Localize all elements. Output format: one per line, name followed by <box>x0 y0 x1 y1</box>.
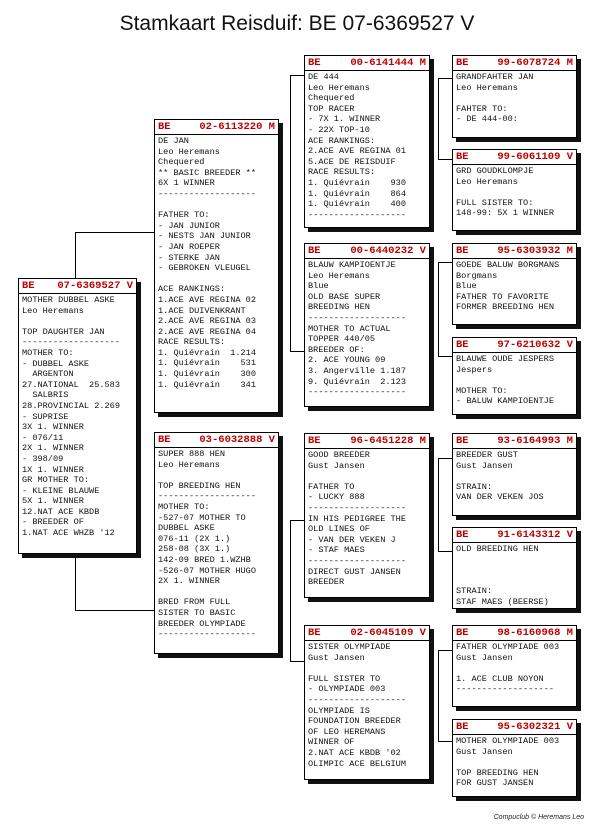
card-line: Leo Heremans <box>158 146 220 157</box>
card-line: ------------------- <box>308 312 406 323</box>
country-code: BE <box>456 627 469 639</box>
card-line: FULL SISTER TO <box>308 673 381 684</box>
card-body <box>453 735 576 790</box>
card-line: 148-99: 5X 1 WINNER <box>456 208 554 219</box>
card-line: SISTER OLYMPIADE <box>308 642 391 652</box>
ring-number: 96-6451228 M <box>350 435 426 447</box>
card-line: ------------------- <box>22 337 120 348</box>
card-line: - JAN ROEPER <box>158 241 220 252</box>
card-line: 1. ACE CLUB NOYON <box>456 673 544 684</box>
card-line: FATHER OLYMPIADE 003 <box>456 642 560 652</box>
ring-number: 93-6164993 M <box>497 435 573 447</box>
country-code: BE <box>22 280 35 292</box>
card-line: Leo Heremans <box>308 82 370 93</box>
ring-number: 03-6032888 V <box>199 434 275 446</box>
card-line: DE 444 <box>308 72 339 82</box>
card-line: RACE RESULTS: <box>158 337 226 348</box>
pedigree-card-ggf-2 <box>452 243 577 325</box>
card-line <box>158 200 275 211</box>
connector-fm-fmf <box>438 262 453 357</box>
card-line: IN HIS PEDIGREE THE <box>308 513 406 524</box>
card-line: OLD LINES OF <box>308 524 370 535</box>
card-line <box>456 555 573 566</box>
ring-number: 95-6303932 M <box>497 245 573 257</box>
card-line: Blue <box>456 281 477 292</box>
card-line: 1. Quiévrain 341 <box>158 379 256 390</box>
card-header <box>453 338 576 352</box>
card-line: MOTHER TO: <box>22 347 74 358</box>
ring-number: 99-6061109 V <box>497 151 573 163</box>
card-line: ARGENTON <box>22 369 74 380</box>
card-line: ------------------- <box>158 629 256 640</box>
connector-subject-father <box>75 232 156 279</box>
card-line: SUPER 888 HEN <box>158 449 226 459</box>
card-line: Gust Jansen <box>308 460 365 471</box>
card-line: FORMER BREEDING HEN <box>456 302 554 313</box>
card-line: TOP DAUGHTER JAN <box>22 326 105 337</box>
card-body <box>305 449 429 589</box>
pedigree-card-mother <box>154 432 279 654</box>
card-line: ------------------- <box>308 555 406 566</box>
card-line: FATHER TO: <box>158 210 210 221</box>
card-line: -527-07 MOTHER TO <box>158 512 246 523</box>
ring-number: 07-6369527 V <box>57 280 133 292</box>
card-line: BLAUWE OUDE JESPERS <box>456 354 554 364</box>
ring-number: 95-6302321 V <box>497 721 573 733</box>
country-code: BE <box>308 435 321 447</box>
card-line: Leo Heremans <box>158 459 220 470</box>
card-line: 6X 1 WINNER <box>158 178 215 189</box>
card-line: TOP RACER <box>308 103 355 114</box>
card-line <box>456 576 573 587</box>
card-line: Leo Heremans <box>456 82 518 93</box>
card-line: - NESTS JAN JUNIOR <box>158 231 251 242</box>
country-code: BE <box>158 434 171 446</box>
card-line: DIRECT GUST JANSEN <box>308 566 401 577</box>
card-line: BREEDER GUST <box>456 450 518 460</box>
card-line: 1.ACE DUIVENKRANT <box>158 305 246 316</box>
card-line: ** BASIC BREEDER ** <box>158 167 256 178</box>
card-line: 3X 1. WINNER <box>22 422 84 433</box>
card-line <box>308 471 426 482</box>
country-code: BE <box>456 721 469 733</box>
pedigree-card-ggm-2 <box>452 337 577 415</box>
card-line <box>456 187 573 198</box>
card-line: 1.NAT ACE WHZB '12 <box>22 528 115 539</box>
card-line: - JAN JUNIOR <box>158 220 220 231</box>
card-header <box>453 150 576 164</box>
card-line: RACE RESULTS: <box>308 167 376 178</box>
card-line: OLD BREEDING HEN <box>456 544 539 554</box>
card-line: 258-08 (3X 1.) <box>158 544 231 555</box>
card-line: - DE 444-00: <box>456 114 518 125</box>
card-line: TOP BREEDING HEN <box>456 767 539 778</box>
card-line: OLIMPIC ACE BELGIUM <box>308 758 406 769</box>
card-line: GR MOTHER TO: <box>22 475 90 486</box>
card-line: BREEDER <box>308 577 345 588</box>
card-line: 1. Quiévrain 930 <box>308 177 406 188</box>
country-code: BE <box>456 435 469 447</box>
card-body <box>305 259 429 399</box>
card-line: ------------------- <box>158 491 256 502</box>
card-body <box>453 641 576 696</box>
card-line: 1. Quiévrain 300 <box>158 369 256 380</box>
card-line: - STERKE JAN <box>158 252 220 263</box>
card-line: MOTHER OLYMPIADE 003 <box>456 736 560 746</box>
card-line: -526-07 MOTHER HUGO <box>158 565 256 576</box>
card-line: GOOD BREEDER <box>308 450 370 460</box>
country-code: BE <box>308 57 321 69</box>
card-line: OLD BASE SUPER <box>308 291 381 302</box>
card-line: Gust Jansen <box>308 652 365 663</box>
card-line: ------------------- <box>456 684 554 695</box>
connector-mm-mmf <box>438 650 453 742</box>
card-line: BREEDER OF: <box>308 344 365 355</box>
card-header <box>305 626 429 640</box>
card-line <box>456 375 573 386</box>
connector-father-ff <box>290 75 305 352</box>
card-body <box>453 259 576 314</box>
card-line: 2.ACE AVE REGINA 04 <box>158 326 256 337</box>
connector-subject-mother <box>75 552 156 611</box>
card-line: GOEDE BALUW BORGMANS <box>456 260 560 270</box>
card-line: 2X 1. WINNER <box>158 576 220 587</box>
card-header <box>305 244 429 258</box>
card-line <box>456 565 573 576</box>
card-line: VAN DER VEKEN JOS <box>456 492 544 503</box>
card-body <box>19 294 136 540</box>
country-code: BE <box>456 339 469 351</box>
card-line: 076-11 (2X 1.) <box>158 533 231 544</box>
ring-number: 98-6160968 M <box>497 627 573 639</box>
card-line: GRANDFAHTER JAN <box>456 72 534 82</box>
card-line: BLAUW KAMPIOENTJE <box>308 260 396 270</box>
ring-number: 00-6440232 V <box>350 245 426 257</box>
card-header <box>155 433 278 447</box>
card-line: Chequered <box>158 157 205 168</box>
card-line <box>456 471 573 482</box>
card-line: FATHER TO <box>308 481 355 492</box>
ring-number: 02-6113220 M <box>199 121 275 133</box>
pedigree-card-paternal-grandfather <box>304 55 430 228</box>
card-line: - 22X TOP-10 <box>308 124 370 135</box>
card-line: 1. Quiévrain 1.214 <box>158 347 256 358</box>
card-line: Leo Heremans <box>456 176 518 187</box>
card-line: 2.NAT ACE KBDB '02 <box>308 747 401 758</box>
card-body <box>453 165 576 220</box>
country-code: BE <box>308 627 321 639</box>
card-line: - KLEINE BLAUWE <box>22 485 100 496</box>
pedigree-card-ggm-3 <box>452 527 577 609</box>
pedigree-card-ggm-1 <box>452 149 577 231</box>
card-line: BREEDING HEN <box>308 302 370 313</box>
card-header <box>305 434 429 448</box>
card-line: MOTHER TO: <box>456 385 508 396</box>
card-line: Borgmans <box>456 270 498 281</box>
card-line: DUBBEL ASKE <box>158 523 215 534</box>
card-line: STRAIN: <box>456 481 493 492</box>
card-line: ------------------- <box>308 209 406 220</box>
card-line: - VAN DER VEKEN J <box>308 534 396 545</box>
card-line: DE JAN <box>158 136 189 146</box>
footer-credit: Compuclub © Heremans Leo <box>493 814 584 821</box>
ring-number: 99-6078724 M <box>497 57 573 69</box>
country-code: BE <box>158 121 171 133</box>
card-line <box>22 316 133 327</box>
card-line: MOTHER TO: <box>158 501 210 512</box>
card-line: - 7X 1. WINNER <box>308 114 381 125</box>
country-code: BE <box>456 151 469 163</box>
card-line <box>456 93 573 104</box>
card-line: 9. Quiévrain 2.123 <box>308 376 406 387</box>
ring-number: 02-6045109 V <box>350 627 426 639</box>
card-line: - SUPRISE <box>22 411 69 422</box>
card-header <box>453 56 576 70</box>
country-code: BE <box>308 245 321 257</box>
card-line: MOTHER DUBBEL ASKE <box>22 295 115 305</box>
card-line: ACE RANKINGS: <box>158 284 226 295</box>
card-line: Gust Jansen <box>456 746 513 757</box>
page-title: Stamkaart Reisduif: BE 07-6369527 V <box>119 12 475 35</box>
card-line: ACE RANKINGS: <box>308 135 376 146</box>
connector-ff-fff <box>438 78 453 160</box>
pedigree-card-maternal-grandmother <box>304 625 430 780</box>
card-line: - STAF MAES <box>308 545 365 556</box>
country-code: BE <box>456 245 469 257</box>
country-code: BE <box>456 529 469 541</box>
card-line: 28.PROVINCIAL 2.269 <box>22 400 120 411</box>
country-code: BE <box>456 57 469 69</box>
card-line: FAHTER TO: <box>456 103 508 114</box>
card-line: 3. Angerville 1.187 <box>308 365 406 376</box>
card-header <box>453 434 576 448</box>
card-header <box>19 279 136 293</box>
card-line: OF LEO HEREMANS <box>308 726 386 737</box>
card-line: 1. Quiévrain 864 <box>308 188 406 199</box>
card-line: 1X 1. WINNER <box>22 464 84 475</box>
card-line: - DUBBEL ASKE <box>22 358 90 369</box>
card-line: - 076/11 <box>22 432 64 443</box>
card-line: 27.NATIONAL 25.583 <box>22 379 120 390</box>
card-header <box>305 56 429 70</box>
card-line: - BALUW KAMPIOENTJE <box>456 396 554 407</box>
pedigree-card-ggf-1 <box>452 55 577 138</box>
card-line: 2. ACE YOUNG 09 <box>308 355 386 366</box>
card-header <box>453 244 576 258</box>
card-line <box>308 663 426 674</box>
card-header <box>453 720 576 734</box>
pedigree-card-paternal-grandmother <box>304 243 430 407</box>
card-body <box>305 641 429 770</box>
card-line: - OLYMPIADE 003 <box>308 684 386 695</box>
card-line: 12.NAT ACE KBDB <box>22 506 100 517</box>
card-line: BREEDER OLYMPIADE <box>158 618 246 629</box>
card-header <box>453 626 576 640</box>
pedigree-card-subject <box>18 278 137 554</box>
card-line: 1. Quiévrain 400 <box>308 199 406 210</box>
card-line: FULL SISTER TO: <box>456 197 534 208</box>
card-line: Jespers <box>456 364 493 375</box>
card-line <box>158 587 275 598</box>
card-line: Leo Heremans <box>308 270 370 281</box>
pedigree-card-maternal-grandfather <box>304 433 430 598</box>
card-body <box>453 71 576 126</box>
card-line: STAF MAES (BEERSE) <box>456 596 549 607</box>
card-line: Gust Jansen <box>456 460 513 471</box>
card-line <box>158 274 275 285</box>
card-line: TOPPER 440/05 <box>308 334 376 345</box>
card-line: BRED FROM FULL <box>158 597 231 608</box>
card-body <box>305 71 429 221</box>
card-line: ------------------- <box>308 694 406 705</box>
connector-mother-mf <box>290 520 305 662</box>
card-line: - 398/09 <box>22 453 64 464</box>
card-line: 5.ACE DE REISDUIF <box>308 156 396 167</box>
card-line: 5X 1. WINNER <box>22 496 84 507</box>
card-body <box>155 135 278 391</box>
card-line: WINNER OF <box>308 737 355 748</box>
card-line: 2.ACE AVE REGINA 01 <box>308 146 406 157</box>
card-header <box>453 528 576 542</box>
card-line: ------------------- <box>158 188 256 199</box>
ring-number: 97-6210632 V <box>497 339 573 351</box>
card-body <box>453 353 576 408</box>
card-line: Blue <box>308 281 329 292</box>
card-line: - BREEDER OF <box>22 517 84 528</box>
card-header <box>155 120 278 134</box>
card-line: 2X 1. WINNER <box>22 443 84 454</box>
card-line <box>158 470 275 481</box>
card-line: GRD GOUDKLOMPJE <box>456 166 534 176</box>
card-line: FATHER TO FAVORITE <box>456 291 549 302</box>
card-line: Leo Heremans <box>22 305 84 316</box>
card-line: Gust Jansen <box>456 652 513 663</box>
card-line: OLYMPIADE IS <box>308 705 370 716</box>
card-body <box>453 449 576 504</box>
card-body <box>453 543 576 609</box>
pedigree-card-ggf-3 <box>452 433 577 516</box>
card-line: ------------------- <box>308 502 406 513</box>
pedigree-card-father <box>154 119 279 413</box>
card-line: 142-09 BRED 1.WZHB <box>158 554 251 565</box>
card-line: 1. Quiévrain 531 <box>158 358 256 369</box>
card-line: SISTER TO BASIC <box>158 607 236 618</box>
card-line: Chequered <box>308 93 355 104</box>
pedigree-card-ggm-4 <box>452 719 577 797</box>
card-line <box>456 663 573 674</box>
card-body <box>155 448 278 641</box>
card-line: TOP BREEDING HEN <box>158 480 241 491</box>
card-line <box>456 757 573 768</box>
pedigree-card-ggf-4 <box>452 625 577 707</box>
card-line: - LUCKY 888 <box>308 492 365 503</box>
card-line: FOR GUST JANSEN <box>456 778 534 789</box>
ring-number: 00-6141444 M <box>350 57 426 69</box>
card-line: MOTHER TO ACTUAL <box>308 323 391 334</box>
card-line: 2.ACE AVE REGINA 03 <box>158 316 256 327</box>
card-line: FOUNDATION BREEDER <box>308 716 401 727</box>
card-line: STRAIN: <box>456 586 493 597</box>
card-line: 1.ACE AVE REGINA 02 <box>158 294 256 305</box>
card-line: SALBRIS <box>22 390 69 401</box>
card-line: ------------------- <box>308 387 406 398</box>
connector-mf-mff <box>438 458 453 552</box>
ring-number: 91-6143312 V <box>497 529 573 541</box>
card-line: - GEBROKEN VLEUGEL <box>158 263 251 274</box>
